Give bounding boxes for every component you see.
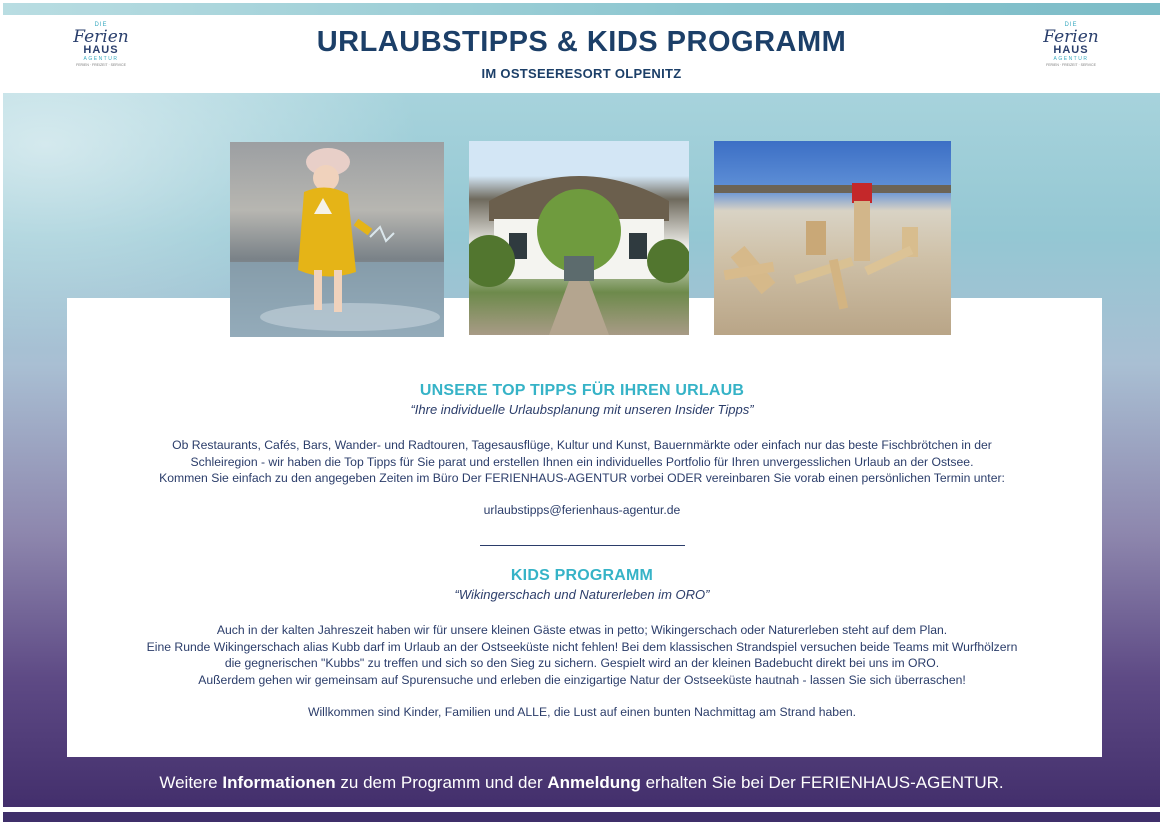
footer-text-part: erhalten Sie bei Der FERIENHAUS-AGENTUR. xyxy=(640,773,1004,792)
kids-quote: “Wikingerschach und Naturerleben im ORO” xyxy=(454,587,710,602)
tips-section xyxy=(67,381,1097,518)
tips-text-line: Kommen Sie einfach zu den angegeben Zeiten im Büro Der FERIENHAUS-AGENTUR vorbei ODER vereinbaren Sie vorab einen persönlichen Termin unter: xyxy=(159,471,1005,485)
child-photo-icon xyxy=(230,142,444,337)
tips-heading: UNSERE TOP TIPPS FÜR IHREN URLAUB xyxy=(419,382,745,399)
logo-tagline: FERIEN · FREIZEIT · SERVICE xyxy=(76,63,126,67)
footer-info-text xyxy=(0,773,1163,793)
section-divider xyxy=(480,545,685,546)
logo-ferien-text: Ferien xyxy=(1043,27,1099,47)
footer-text-part: Weitere xyxy=(159,773,223,792)
footer-text-part: zu dem Programm und der xyxy=(335,773,548,792)
kids-text-line: Eine Runde Wikingerschach alias Kubb darf im Urlaub an der Ostseeküste nicht fehlen! Bei dem klassischen Strandspiel versuchen beide Teams mit Wurfhölzern xyxy=(146,639,1018,654)
logo-die-text: DIE xyxy=(1064,22,1078,28)
logo-die-text: DIE xyxy=(94,22,108,28)
kubb-game-photo xyxy=(714,141,951,335)
child-in-puddle-photo xyxy=(230,142,444,337)
house-photo-icon xyxy=(469,141,689,335)
kids-text-line: die gegnerischen "Kubbs" zu treffen und sich so den Sieg zu sichern. Gespielt wird an der kleinen Badebucht direkt bei uns im ORO. xyxy=(224,656,940,670)
kids-text-line: Außerdem gehen wir gemeinsam auf Spurensuche und erleben die einzigartige Natur der Ostseeküste hautnah - lassen Sie sich überraschen! xyxy=(198,672,966,687)
kids-closing-text: Willkommen sind Kinder, Familien und ALLE, die Lust auf einen bunten Nachmittag am Strand haben. xyxy=(307,705,857,719)
kids-heading: KIDS PROGRAMM xyxy=(510,567,654,584)
page-subtitle: IM OSTSEERESORT OLPENITZ xyxy=(481,66,682,81)
kids-text-line: Auch in der kalten Jahreszeit haben wir für unsere kleinen Gäste etwas in petto; Wikingerschach oder Naturerleben steht auf dem Plan. xyxy=(216,623,948,637)
kids-section xyxy=(67,566,1097,721)
logo-tagline: FERIEN · FREIZEIT · SERVICE xyxy=(1046,63,1096,67)
bottom-color-band xyxy=(3,812,1160,822)
logo-haus-text: HAUS xyxy=(1053,44,1089,56)
logo-agentur-text: AGENTUR xyxy=(1053,56,1089,62)
footer-bold-informationen: Informationen xyxy=(222,773,336,792)
top-color-band xyxy=(3,3,1160,15)
thatched-house-photo xyxy=(469,141,689,335)
page-title: URLAUBSTIPPS & KIDS PROGRAMM xyxy=(316,26,847,58)
logo-ferien-text: Ferien xyxy=(73,27,129,47)
logo-haus-text: HAUS xyxy=(83,44,119,56)
logo-agentur-text: AGENTUR xyxy=(83,56,119,62)
tips-email-link[interactable]: urlaubstipps@ferienhaus-agentur.de xyxy=(483,502,681,517)
tips-quote: “Ihre individuelle Urlaubsplanung mit unseren Insider Tipps” xyxy=(410,402,754,417)
tips-text-line: Ob Restaurants, Cafés, Bars, Wander- und Radtouren, Tagesausflüge, Kultur und Kunst, Bauernmärkte oder einfach nur das beste Fischbrötchen in der xyxy=(172,438,992,452)
tips-text-line: Schleiregion - wir haben die Top Tipps für Sie parat und erstellen Ihnen ein individuelles Portfolio für Ihren unvergesslichen Urlaub an der Ostsee. xyxy=(190,454,974,469)
kubb-photo-icon xyxy=(714,141,951,335)
footer-bold-anmeldung: Anmeldung xyxy=(547,773,641,792)
